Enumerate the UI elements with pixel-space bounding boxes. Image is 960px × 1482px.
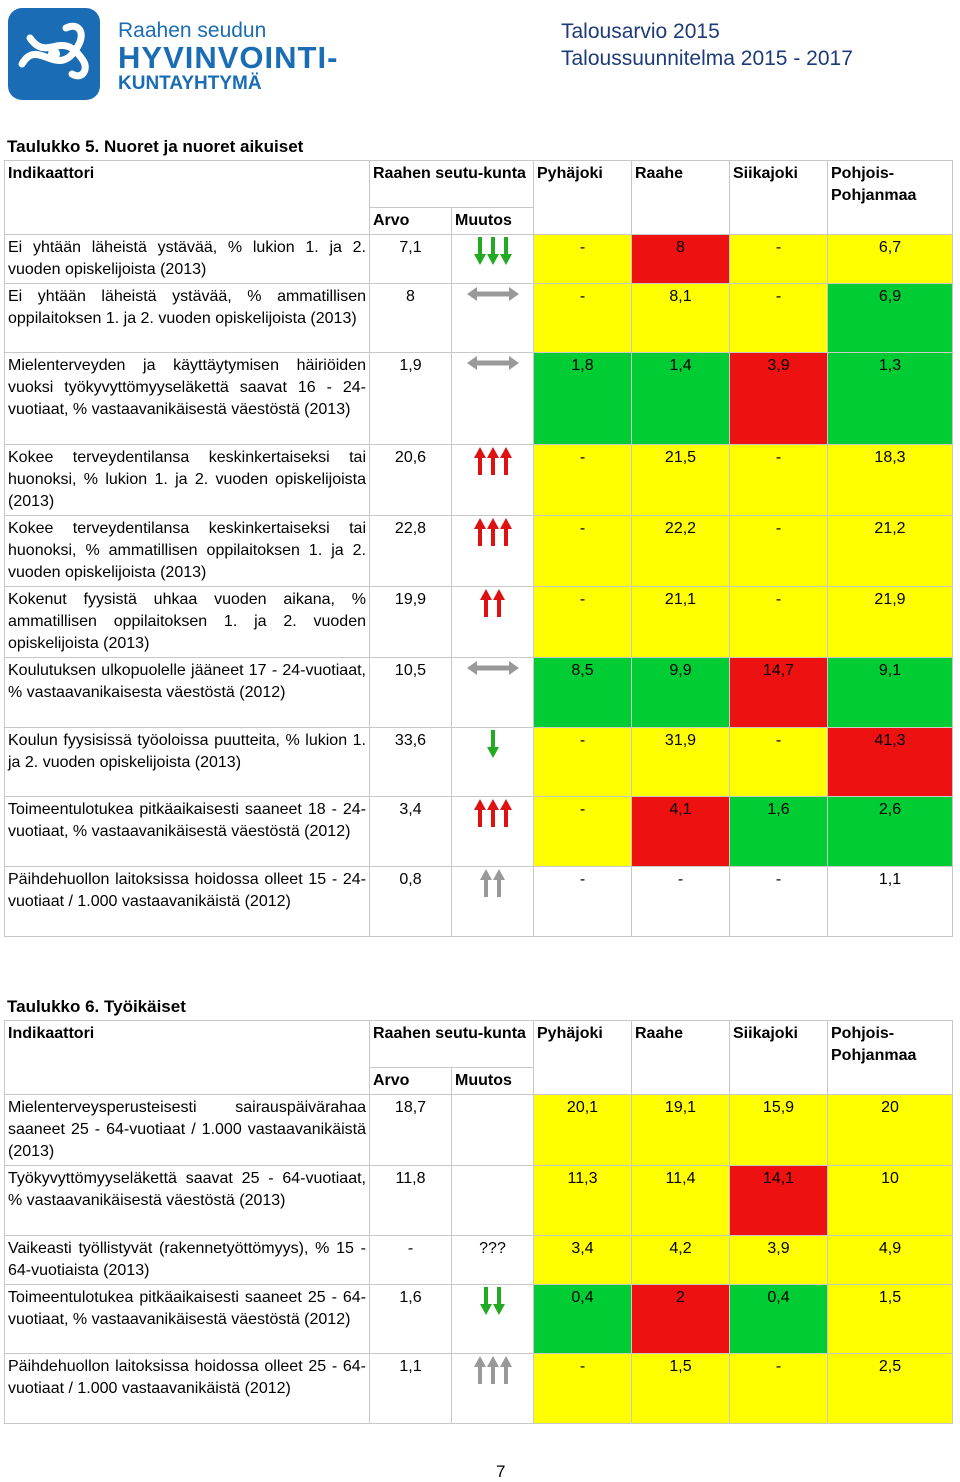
- indicator-label: Päihdehuollon laitoksissa hoidossa olleet 25 - 64-vuotiaat / 1.000 vastaavanikäistä (2012): [5, 1354, 370, 1424]
- change-indicator: [452, 1095, 534, 1166]
- comparison-cell: 14,1: [730, 1166, 828, 1236]
- comparison-cell: 20,1: [534, 1095, 632, 1166]
- comparison-cell: -: [730, 445, 828, 516]
- comparison-cell: 2,6: [828, 797, 953, 867]
- region-value: 22,8: [370, 516, 452, 587]
- comparison-cell: -: [632, 867, 730, 937]
- header-indicator: Indikaattori: [5, 161, 370, 235]
- document-title: [561, 18, 853, 72]
- header-pohjois-pohjanmaa: Pohjois-Pohjanmaa: [828, 1021, 953, 1095]
- page-number: 7: [496, 1462, 506, 1481]
- trend-up-arrows-icon: [480, 589, 505, 617]
- comparison-cell: 15,9: [730, 1095, 828, 1166]
- header-siikajoki: Siikajoki: [730, 161, 828, 235]
- comparison-cell: 3,9: [730, 1236, 828, 1285]
- change-indicator: [452, 797, 534, 867]
- comparison-cell: 8,5: [534, 658, 632, 728]
- comparison-cell: 14,7: [730, 658, 828, 728]
- indicator-label: Ei yhtään läheistä ystävää, % ammatillisen oppilaitoksen 1. ja 2. vuoden opiskelijoista (2013): [5, 284, 370, 353]
- comparison-cell: 8,1: [632, 284, 730, 353]
- comparison-cell: -: [730, 728, 828, 797]
- indicator-label: Mielenterveysperusteisesti sairauspäivärahaa saaneet 25 - 64-vuotiaat / 1.000 vastaavanikäistä (2013): [5, 1095, 370, 1166]
- indicator-label: Päihdehuollon laitoksissa hoidossa olleet 15 - 24-vuotiaat / 1.000 vastaavanikäistä (2012): [5, 867, 370, 937]
- comparison-cell: 1,8: [534, 353, 632, 445]
- change-indicator: [452, 353, 534, 445]
- trend-up-arrows-icon: [474, 518, 512, 546]
- table-row: [5, 353, 953, 445]
- table-row: [5, 284, 953, 353]
- table-row: [5, 445, 953, 516]
- change-indicator: [452, 867, 534, 937]
- comparison-cell: 21,2: [828, 516, 953, 587]
- comparison-cell: 1,1: [828, 867, 953, 937]
- indicator-label: Kokee terveydentilansa keskinkertaiseksi tai huonoksi, % lukion 1. ja 2. vuoden opiskelijoista (2013): [5, 445, 370, 516]
- indicator-label: Kokee terveydentilansa keskinkertaiseksi tai huonoksi, % ammatillisen oppilaitoksen 1. ja 2. vuoden opiskelijoista (2013): [5, 516, 370, 587]
- budget-title: Talousarvio 2015: [561, 20, 720, 43]
- header-pyhajoki: Pyhäjoki: [534, 1021, 632, 1095]
- header-raahe: Raahe: [632, 1021, 730, 1095]
- region-value: 7,1: [370, 235, 452, 284]
- trend-up-arrows-icon: [480, 869, 505, 897]
- comparison-cell: 1,6: [730, 797, 828, 867]
- comparison-cell: 11,3: [534, 1166, 632, 1236]
- comparison-cell: 22,2: [632, 516, 730, 587]
- region-value: 33,6: [370, 728, 452, 797]
- comparison-cell: 6,7: [828, 235, 953, 284]
- comparison-cell: -: [534, 587, 632, 658]
- header-raahe: Raahe: [632, 161, 730, 235]
- comparison-cell: 31,9: [632, 728, 730, 797]
- change-indicator: [452, 235, 534, 284]
- plan-title: Taloussuunnitelma 2015 - 2017: [561, 47, 853, 70]
- region-value: 3,4: [370, 797, 452, 867]
- change-indicator: [452, 658, 534, 728]
- trend-down-arrows-icon: [474, 237, 512, 265]
- org-name-line3: KUNTAYHTYMÄ: [118, 73, 262, 94]
- comparison-cell: 4,2: [632, 1236, 730, 1285]
- header-indicator: Indikaattori: [5, 1021, 370, 1095]
- header-siikajoki: Siikajoki: [730, 1021, 828, 1095]
- region-value: -: [370, 1236, 452, 1285]
- comparison-cell: -: [730, 867, 828, 937]
- change-unknown: ???: [479, 1240, 506, 1257]
- comparison-cell: 10: [828, 1166, 953, 1236]
- comparison-cell: -: [730, 235, 828, 284]
- region-value: 1,9: [370, 353, 452, 445]
- trend-up-arrows-icon: [474, 1356, 512, 1384]
- table6: [4, 1020, 953, 1424]
- comparison-cell: 1,5: [632, 1354, 730, 1424]
- change-indicator: [452, 445, 534, 516]
- comparison-cell: 11,4: [632, 1166, 730, 1236]
- table-row: [5, 728, 953, 797]
- header-value: Arvo: [370, 208, 452, 235]
- region-value: 11,8: [370, 1166, 452, 1236]
- organization-logo-icon: [8, 8, 100, 100]
- comparison-cell: -: [730, 284, 828, 353]
- change-indicator: [452, 1236, 534, 1285]
- comparison-cell: 41,3: [828, 728, 953, 797]
- comparison-cell: 1,3: [828, 353, 953, 445]
- table-row: [5, 516, 953, 587]
- indicator-label: Kokenut fyysistä uhkaa vuoden aikana, % ammatillisen oppilaitoksen 1. ja 2. vuoden opiskelijoista (2013): [5, 587, 370, 658]
- comparison-cell: 8: [632, 235, 730, 284]
- table-row: [5, 1166, 953, 1236]
- comparison-cell: -: [534, 445, 632, 516]
- org-name-line2: HYVINVOINTI-: [118, 40, 339, 75]
- table5-caption: Taulukko 5. Nuoret ja nuoret aikuiset: [7, 137, 304, 156]
- comparison-cell: -: [534, 235, 632, 284]
- indicator-label: Toimeentulotukea pitkäaikaisesti saaneet 25 - 64-vuotiaat, % vastaavanikäisestä väestöstä (2012): [5, 1285, 370, 1354]
- change-indicator: [452, 1285, 534, 1354]
- header-pohjois-pohjanmaa: Pohjois-Pohjanmaa: [828, 161, 953, 235]
- comparison-cell: -: [534, 867, 632, 937]
- header-region: Raahen seutu-kunta: [370, 1021, 534, 1068]
- table-row: [5, 1285, 953, 1354]
- region-value: 10,5: [370, 658, 452, 728]
- region-value: 1,6: [370, 1285, 452, 1354]
- region-value: 1,1: [370, 1354, 452, 1424]
- comparison-cell: -: [534, 1354, 632, 1424]
- table-row: [5, 1236, 953, 1285]
- trend-flat-arrow-icon: [465, 286, 521, 302]
- header-pyhajoki: Pyhäjoki: [534, 161, 632, 235]
- change-indicator: [452, 1166, 534, 1236]
- organization-name: [118, 20, 338, 94]
- comparison-cell: 1,5: [828, 1285, 953, 1354]
- change-indicator: [452, 516, 534, 587]
- page-header: [0, 0, 960, 110]
- comparison-cell: -: [534, 797, 632, 867]
- comparison-cell: -: [534, 516, 632, 587]
- org-name-line1: Raahen seudun: [118, 19, 267, 42]
- comparison-cell: 0,4: [730, 1285, 828, 1354]
- comparison-cell: 1,4: [632, 353, 730, 445]
- header-change: Muutos: [452, 1068, 534, 1095]
- comparison-cell: 9,9: [632, 658, 730, 728]
- comparison-cell: 21,5: [632, 445, 730, 516]
- comparison-cell: -: [730, 516, 828, 587]
- table-row: [5, 797, 953, 867]
- comparison-cell: -: [534, 728, 632, 797]
- table-row: [5, 235, 953, 284]
- trend-down-arrows-icon: [480, 1287, 505, 1315]
- indicator-label: Toimeentulotukea pitkäaikaisesti saaneet 18 - 24-vuotiaat, % vastaavanikäisestä väestöstä (2012): [5, 797, 370, 867]
- trend-up-arrows-icon: [474, 447, 512, 475]
- comparison-cell: 0,4: [534, 1285, 632, 1354]
- change-indicator: [452, 1354, 534, 1424]
- comparison-cell: 6,9: [828, 284, 953, 353]
- region-value: 20,6: [370, 445, 452, 516]
- indicator-label: Koulutuksen ulkopuolelle jääneet 17 - 24-vuotiaat, % vastaavanikaisesta väestöstä (2012): [5, 658, 370, 728]
- region-value: 18,7: [370, 1095, 452, 1166]
- header-region: Raahen seutu-kunta: [370, 161, 534, 208]
- comparison-cell: 3,9: [730, 353, 828, 445]
- comparison-cell: 21,1: [632, 587, 730, 658]
- comparison-cell: 19,1: [632, 1095, 730, 1166]
- region-value: 19,9: [370, 587, 452, 658]
- table6-caption: Taulukko 6. Työikäiset: [7, 997, 186, 1016]
- table-row: [5, 1095, 953, 1166]
- table-row: [5, 1354, 953, 1424]
- header-value: Arvo: [370, 1068, 452, 1095]
- comparison-cell: -: [730, 1354, 828, 1424]
- comparison-cell: 9,1: [828, 658, 953, 728]
- change-indicator: [452, 284, 534, 353]
- comparison-cell: 20: [828, 1095, 953, 1166]
- table-row: [5, 587, 953, 658]
- trend-flat-arrow-icon: [465, 355, 521, 371]
- indicator-label: Työkyvyttömyyseläkettä saavat 25 - 64-vuotiaat, % vastaavanikäisestä väestöstä (2013): [5, 1166, 370, 1236]
- indicator-label: Koulun fyysisissä työoloissa puutteita, % lukion 1. ja 2. vuoden opiskelijoista (2013): [5, 728, 370, 797]
- change-indicator: [452, 728, 534, 797]
- indicator-label: Mielenterveyden ja käyttäytymisen häiriöiden vuoksi työkyvyttömyyseläkettä saavat 16 - 24-vuotiaat, % vastaavanikäisestä väestöstä (2013): [5, 353, 370, 445]
- comparison-cell: 4,1: [632, 797, 730, 867]
- region-value: 8: [370, 284, 452, 353]
- trend-down-arrows-icon: [487, 730, 499, 758]
- indicator-label: Vaikeasti työllistyvät (rakennetyöttömyys), % 15 - 64-vuotiaista (2013): [5, 1236, 370, 1285]
- comparison-cell: 2: [632, 1285, 730, 1354]
- comparison-cell: 3,4: [534, 1236, 632, 1285]
- header-change: Muutos: [452, 208, 534, 235]
- change-indicator: [452, 587, 534, 658]
- comparison-cell: 18,3: [828, 445, 953, 516]
- trend-flat-arrow-icon: [465, 660, 521, 676]
- indicator-label: Ei yhtään läheistä ystävää, % lukion 1. ja 2. vuoden opiskelijoista (2013): [5, 235, 370, 284]
- table-row: [5, 867, 953, 937]
- table-row: [5, 658, 953, 728]
- trend-up-arrows-icon: [474, 799, 512, 827]
- region-value: 0,8: [370, 867, 452, 937]
- comparison-cell: 2,5: [828, 1354, 953, 1424]
- comparison-cell: 4,9: [828, 1236, 953, 1285]
- table5: [4, 160, 953, 937]
- comparison-cell: 21,9: [828, 587, 953, 658]
- comparison-cell: -: [534, 284, 632, 353]
- comparison-cell: -: [730, 587, 828, 658]
